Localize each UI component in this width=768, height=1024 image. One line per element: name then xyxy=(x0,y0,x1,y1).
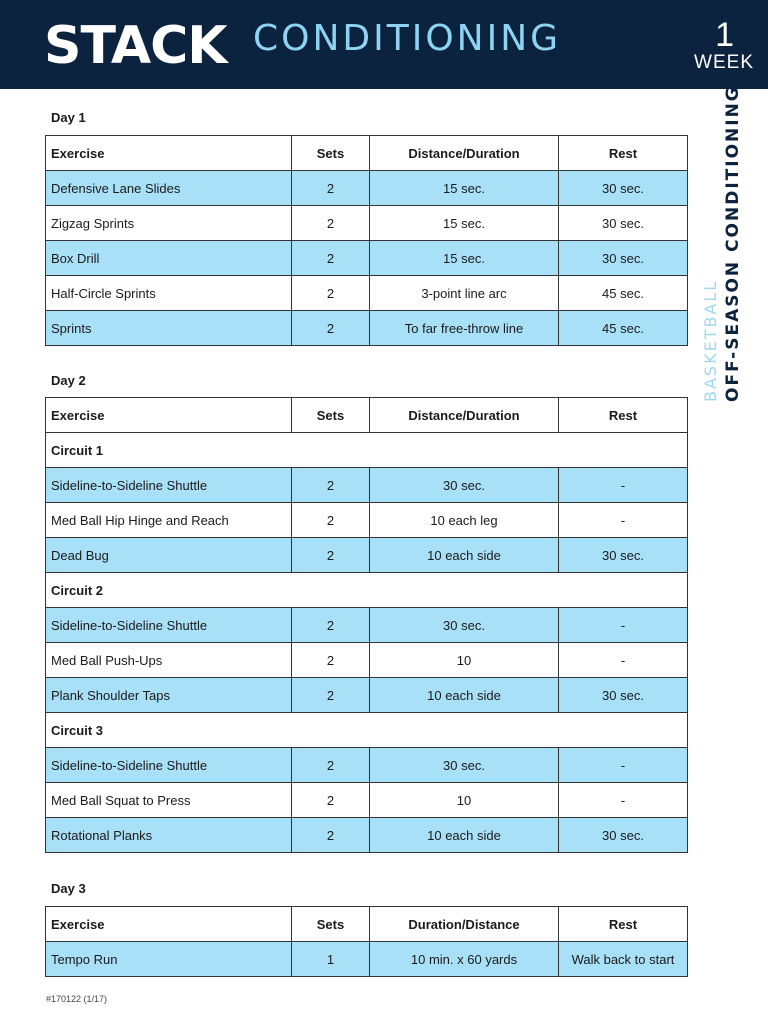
exercise-cell: Defensive Lane Slides xyxy=(46,171,292,206)
circuit-header-row xyxy=(46,713,688,748)
column-header-sets: Sets xyxy=(292,398,370,433)
table-header-row xyxy=(46,398,688,433)
distance-cell: 3-point line arc xyxy=(370,276,559,311)
distance-cell: 10 each leg xyxy=(370,503,559,538)
column-header-distance: Distance/Duration xyxy=(370,136,559,171)
circuit-label: Circuit 2 xyxy=(46,573,688,608)
table-header-row xyxy=(46,136,688,171)
exercise-cell: Sprints xyxy=(46,311,292,346)
column-header-rest: Rest xyxy=(559,398,688,433)
exercise-cell: Dead Bug xyxy=(46,538,292,573)
day-1-table xyxy=(45,135,688,346)
header-banner xyxy=(0,0,768,89)
table-row xyxy=(46,818,688,853)
sets-cell: 1 xyxy=(292,942,370,977)
distance-cell: 15 sec. xyxy=(370,206,559,241)
distance-cell: 30 sec. xyxy=(370,468,559,503)
column-header-distance: Distance/Duration xyxy=(370,398,559,433)
day-2-table xyxy=(45,397,688,853)
column-header-exercise: Exercise xyxy=(46,398,292,433)
distance-cell: 30 sec. xyxy=(370,608,559,643)
circuit-label: Circuit 3 xyxy=(46,713,688,748)
exercise-cell: Med Ball Push-Ups xyxy=(46,643,292,678)
distance-cell: 15 sec. xyxy=(370,171,559,206)
rest-cell: 45 sec. xyxy=(559,276,688,311)
table-row xyxy=(46,643,688,678)
distance-cell: 10 xyxy=(370,643,559,678)
exercise-cell: Half-Circle Sprints xyxy=(46,276,292,311)
column-header-sets: Sets xyxy=(292,136,370,171)
sets-cell: 2 xyxy=(292,748,370,783)
exercise-cell: Zigzag Sprints xyxy=(46,206,292,241)
column-header-exercise: Exercise xyxy=(46,907,292,942)
distance-cell: 10 each side xyxy=(370,538,559,573)
sets-cell: 2 xyxy=(292,171,370,206)
document-code: #170122 (1/17) xyxy=(46,994,108,1004)
table-row xyxy=(46,783,688,818)
rest-cell: 30 sec. xyxy=(559,171,688,206)
sets-cell: 2 xyxy=(292,241,370,276)
column-header-duration: Duration/Distance xyxy=(370,907,559,942)
table-row xyxy=(46,241,688,276)
rest-cell: 30 sec. xyxy=(559,538,688,573)
day-3-label: Day 3 xyxy=(51,881,86,896)
exercise-cell: Med Ball Squat to Press xyxy=(46,783,292,818)
day-1-label: Day 1 xyxy=(51,110,86,125)
rest-cell: Walk back to start xyxy=(559,942,688,977)
sport-label: BASKETBALL xyxy=(701,279,720,402)
column-header-sets: Sets xyxy=(292,907,370,942)
sets-cell: 2 xyxy=(292,538,370,573)
column-header-exercise: Exercise xyxy=(46,136,292,171)
rest-cell: - xyxy=(559,468,688,503)
distance-cell: 10 each side xyxy=(370,678,559,713)
week-label: WEEK xyxy=(694,52,754,73)
column-header-rest: Rest xyxy=(559,136,688,171)
sets-cell: 2 xyxy=(292,783,370,818)
rest-cell: - xyxy=(559,748,688,783)
rest-cell: 45 sec. xyxy=(559,311,688,346)
distance-cell: 30 sec. xyxy=(370,748,559,783)
day-2-label: Day 2 xyxy=(51,373,86,388)
circuit-label: Circuit 1 xyxy=(46,433,688,468)
distance-cell: 10 each side xyxy=(370,818,559,853)
rest-cell: - xyxy=(559,643,688,678)
program-label: OFF-SEASON CONDITIONING xyxy=(723,85,743,402)
table-row xyxy=(46,538,688,573)
sets-cell: 2 xyxy=(292,608,370,643)
table-row xyxy=(46,468,688,503)
sets-cell: 2 xyxy=(292,643,370,678)
sets-cell: 2 xyxy=(292,468,370,503)
circuit-header-row xyxy=(46,573,688,608)
exercise-cell: Rotational Planks xyxy=(46,818,292,853)
sets-cell: 2 xyxy=(292,678,370,713)
table-row xyxy=(46,608,688,643)
rest-cell: - xyxy=(559,608,688,643)
table-row xyxy=(46,503,688,538)
table-row xyxy=(46,748,688,783)
table-row xyxy=(46,171,688,206)
sets-cell: 2 xyxy=(292,311,370,346)
sets-cell: 2 xyxy=(292,503,370,538)
stack-logo: STACK xyxy=(44,16,227,76)
table-row xyxy=(46,942,688,977)
distance-cell: 10 min. x 60 yards xyxy=(370,942,559,977)
page-title: CONDITIONING xyxy=(253,18,562,59)
rest-cell: 30 sec. xyxy=(559,241,688,276)
rest-cell: - xyxy=(559,503,688,538)
exercise-cell: Sideline-to-Sideline Shuttle xyxy=(46,608,292,643)
sets-cell: 2 xyxy=(292,276,370,311)
rest-cell: - xyxy=(559,783,688,818)
rest-cell: 30 sec. xyxy=(559,206,688,241)
day-3-table xyxy=(45,906,688,977)
circuit-header-row xyxy=(46,433,688,468)
rest-cell: 30 sec. xyxy=(559,678,688,713)
rest-cell: 30 sec. xyxy=(559,818,688,853)
exercise-cell: Box Drill xyxy=(46,241,292,276)
distance-cell: 10 xyxy=(370,783,559,818)
table-row xyxy=(46,311,688,346)
table-header-row xyxy=(46,907,688,942)
distance-cell: To far free-throw line xyxy=(370,311,559,346)
sets-cell: 2 xyxy=(292,818,370,853)
sets-cell: 2 xyxy=(292,206,370,241)
exercise-cell: Sideline-to-Sideline Shuttle xyxy=(46,468,292,503)
exercise-cell: Sideline-to-Sideline Shuttle xyxy=(46,748,292,783)
exercise-cell: Plank Shoulder Taps xyxy=(46,678,292,713)
table-row xyxy=(46,206,688,241)
exercise-cell: Med Ball Hip Hinge and Reach xyxy=(46,503,292,538)
table-row xyxy=(46,678,688,713)
table-row xyxy=(46,276,688,311)
column-header-rest: Rest xyxy=(559,907,688,942)
sidebar-vertical-title xyxy=(700,85,748,402)
week-number: 1 xyxy=(715,16,734,54)
distance-cell: 15 sec. xyxy=(370,241,559,276)
exercise-cell: Tempo Run xyxy=(46,942,292,977)
